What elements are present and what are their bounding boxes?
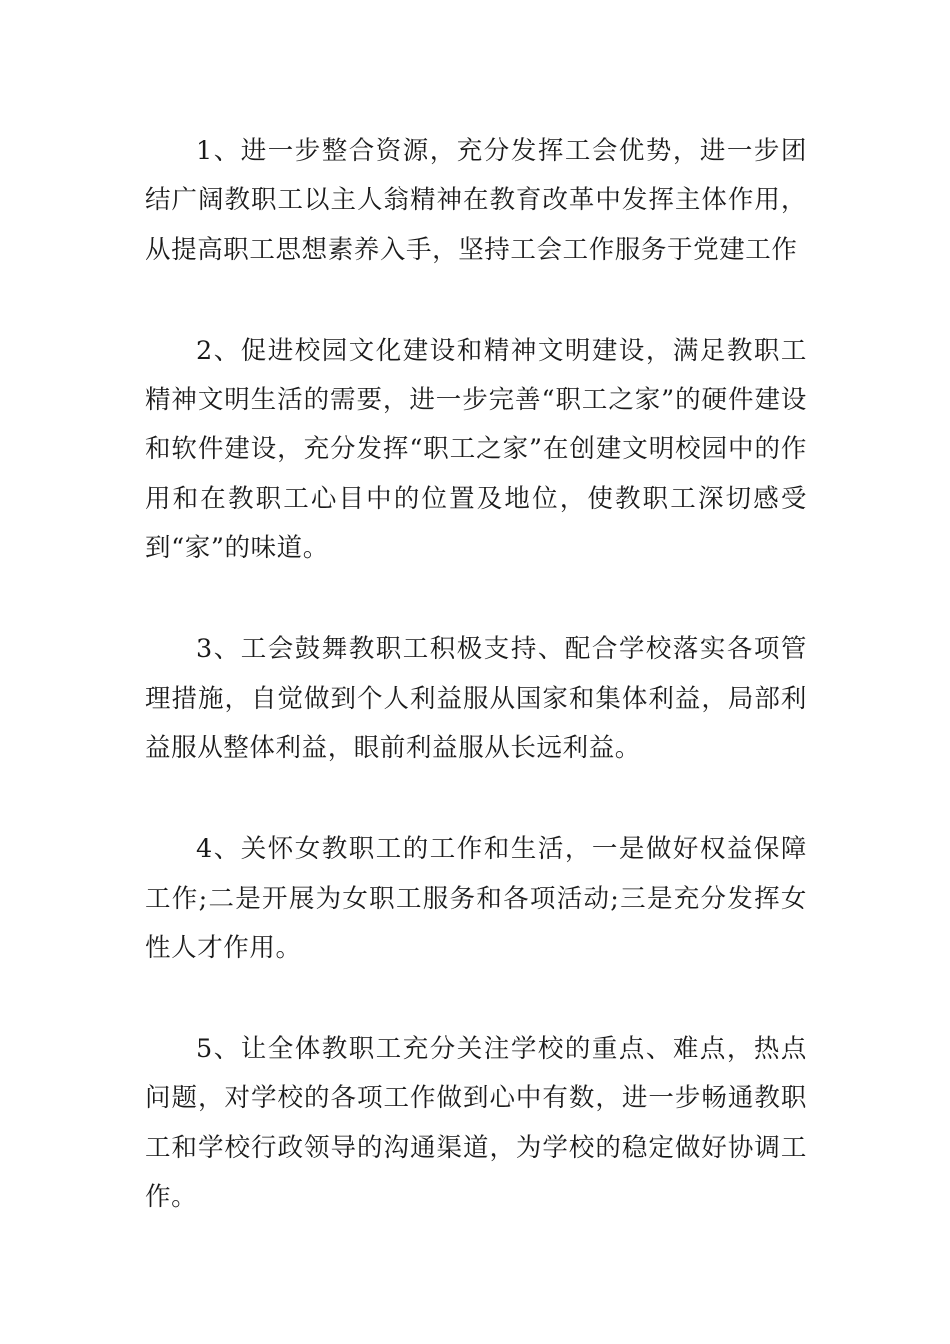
- paragraph-1: 1、进一步整合资源，充分发挥工会优势，进一步团结广阔教职工以主人翁精神在教育改革中发挥主体作用，从提高职工思想素养入手，坚持工会工作服务于党建工作: [145, 136, 807, 265]
- paragraph-3: 3、工会鼓舞教职工积极支持、配合学校落实各项管理措施，自觉做到个人利益服从国家和集体利益，局部利益服从整体利益，眼前利益服从长远利益。: [145, 634, 807, 763]
- document-body: [145, 127, 807, 1274]
- paragraph-4: 4、关怀女教职工的工作和生活，一是做好权益保障工作;二是开展为女职工服务和各项活动;三是充分发挥女性人才作用。: [145, 834, 807, 963]
- paragraph-5: 5、让全体教职工充分关注学校的重点、难点，热点问题，对学校的各项工作做到心中有数，进一步畅通教职工和学校行政领导的沟通渠道，为学校的稳定做好协调工作。: [145, 1034, 807, 1213]
- paragraph-2: 2、促进校园文化建设和精神文明建设，满足教职工精神文明生活的需要，进一步完善“职工之家”的硬件建设和软件建设，充分发挥“职工之家”在创建文明校园中的作用和在教职工心目中的位置及地位，使教职工深切感受到“家”的味道。: [145, 335, 807, 564]
